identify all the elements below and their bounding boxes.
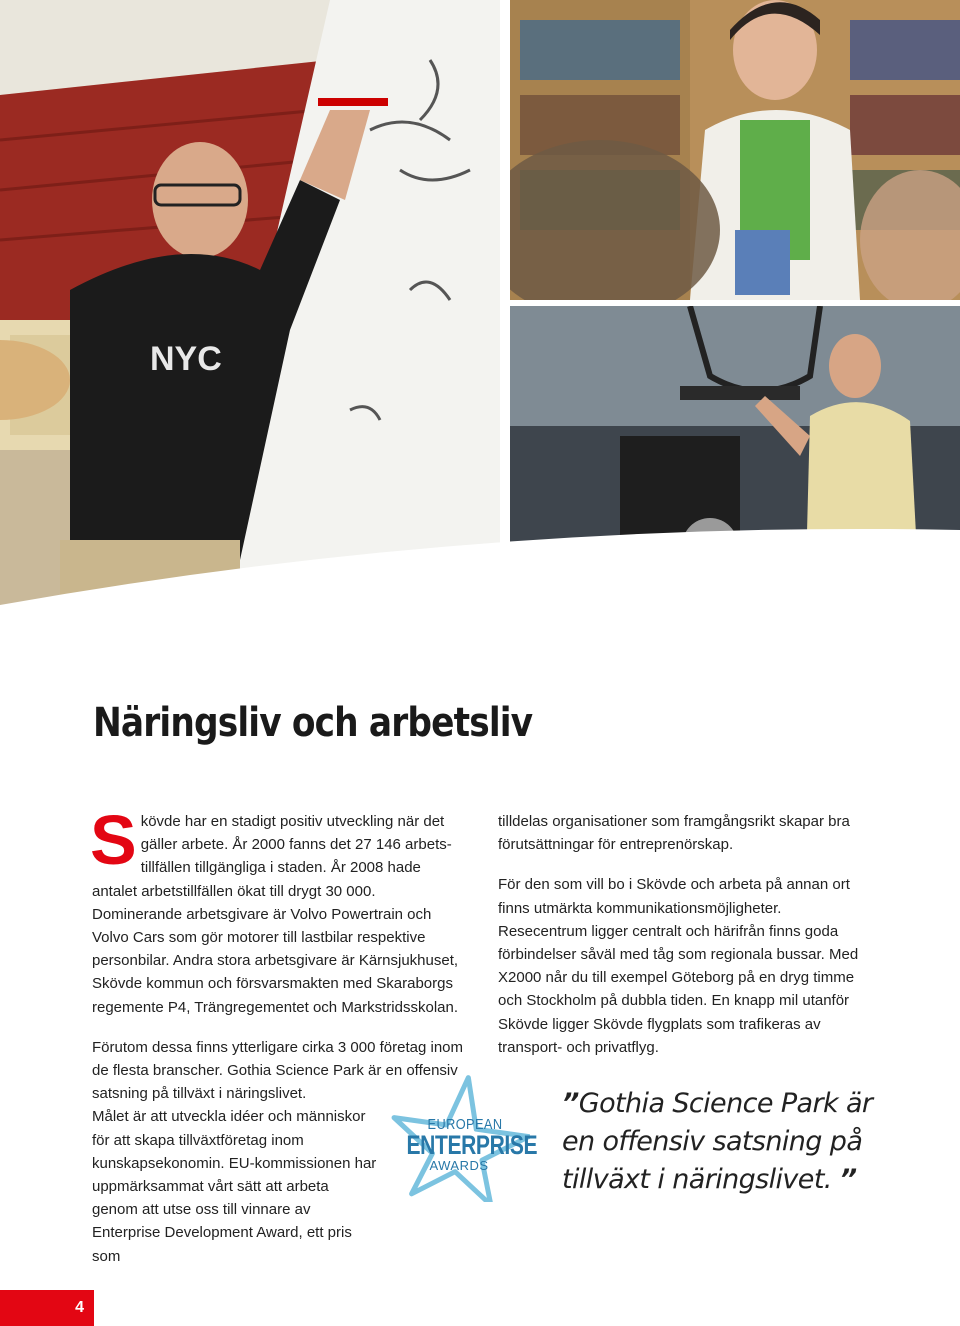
intro-text: kövde har en stadigt positiv utveckling när det gäller arbete. År 2000 fanns det 27 146 arbets-tillfällen tillgängliga i staden. År 2008 hade antalet arbetstillfällen ökat till drygt 30 000. Dominerande arbetsgivare är Volvo Powertrain och Volvo Cars som gör motorer till lastbilar respektive personbilar. Andra stora arbetsgivare är Kärnsjukhuset, Skövde kommun och försvarsmakten med Skaraborgs regemente P4, Trängregementet och Markstridsskolan. — [92, 813, 459, 1016]
intro-paragraph — [90, 801, 464, 1019]
european-enterprise-awards-logo — [380, 1072, 538, 1202]
photo-library — [510, 0, 960, 300]
page-title: Näringsliv och arbetsliv — [93, 700, 533, 746]
white-curve-divider — [0, 480, 960, 640]
right-column — [498, 810, 870, 1076]
page-number-box — [0, 1290, 94, 1326]
paragraph-goal: Målet är att utveckla idéer och människor för att skapa tillväxtföretag inom kunskapsekonomin. EU-kommissionen har uppmärksammat vårt sätt att arbeta genom att utse oss till vinnare av Enterprise Development Award, ett pris som — [92, 1108, 377, 1265]
logo-line-awards: AWARDS — [429, 1158, 489, 1173]
drop-cap: S — [90, 801, 137, 879]
page-number: 4 — [75, 1299, 84, 1316]
quote-close-mark: ” — [839, 1164, 857, 1195]
quote-text: Gothia Science Park är en offensiv satsning på tillväxt i näringslivet. — [562, 1088, 873, 1195]
left-column — [90, 801, 464, 1285]
logo-line-enterprise: ENTERPRISE — [406, 1130, 538, 1160]
logo-line-european: EUROPEAN — [427, 1116, 503, 1133]
pull-quote — [562, 1085, 892, 1199]
paragraph-award-continued: tilldelas organisationer som framgångsrikt skapar bra förutsättningar för entreprenörskap. — [498, 813, 850, 854]
quote-open-mark: ” — [562, 1088, 579, 1119]
svg-text:NYC: NYC — [150, 340, 222, 378]
paragraph-communications: För den som vill bo i Skövde och arbeta på annan ort finns utmärkta kommunikationsmöjligheter. Resecentrum ligger centralt och härifrån finns goda förbindelser såväl med tåg som regionala bussar. Med X2000 når du till exempel Göteborg på en dryg timme och Stockholm på dubbla tiden. En knapp mil utanför Skövde ligger Skövde flygplats som trafikeras av transport- och privatflyg. — [498, 876, 859, 1056]
paragraph-companies: Förutom dessa finns ytterligare cirka 3 000 företag inom de flesta branscher. Gothia Science Park är en offensiv satsning på tillväxt i näringslivet. — [92, 1038, 464, 1103]
